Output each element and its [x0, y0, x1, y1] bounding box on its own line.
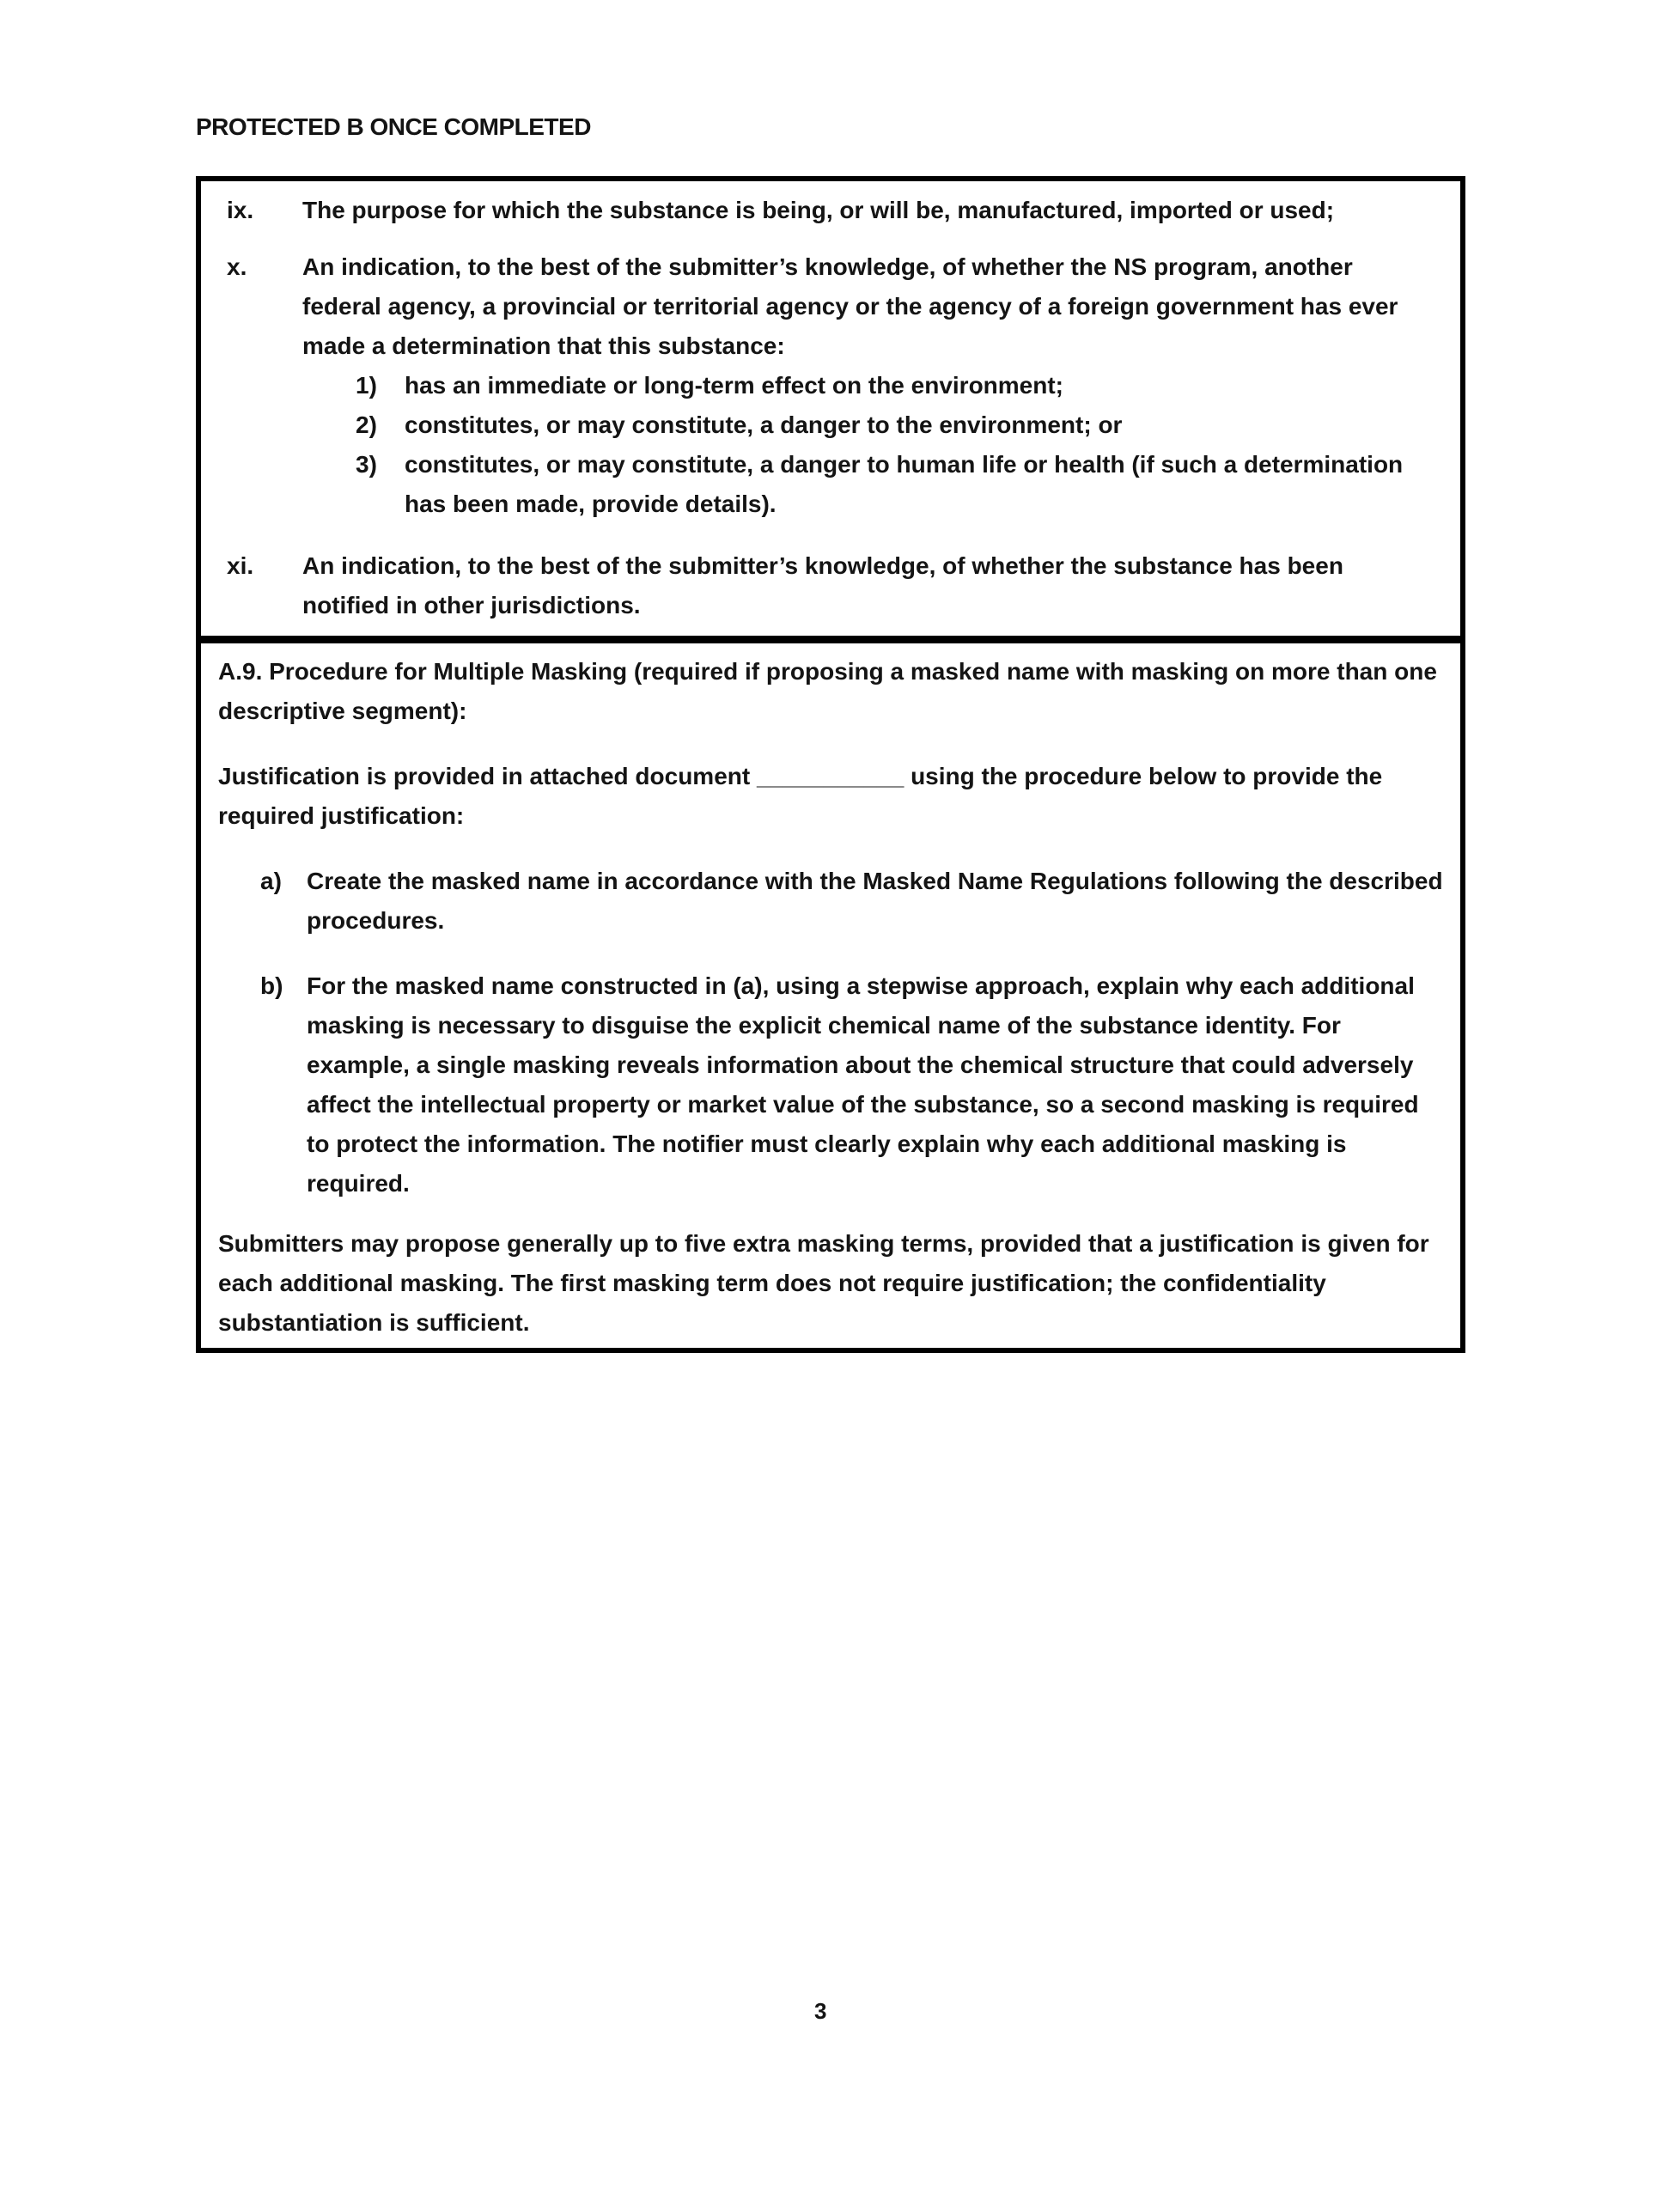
sublist-item-text: constitutes, or may constitute, a danger to human life or health (if such a determination has been made, provide details).: [405, 451, 1404, 517]
list-item-text: An indication, to the best of the submitter’s knowledge, of whether the NS program, another federal agency, a provincial or territorial agency or the agency of a foreign government has ever made a determination that this substance:: [302, 253, 1398, 359]
sublist-item-3: [356, 445, 1434, 524]
list-item-label: x.: [227, 253, 247, 280]
sublist-item-2: [356, 405, 1434, 445]
justification-text-before: Justification is provided in attached document: [218, 763, 751, 789]
list-item-text: The purpose for which the substance is being, or will be, manufactured, imported or used;: [302, 197, 1335, 223]
sublist-item-1: [356, 366, 1434, 405]
sublist-item-text: constitutes, or may constitute, a danger to the environment; or: [405, 411, 1123, 438]
procedure-step-a: [260, 862, 1443, 941]
section-heading-title: A.9. Procedure for Multiple Masking: [218, 658, 628, 685]
list-item-ix: [227, 191, 1434, 230]
procedure-step-b: [260, 966, 1443, 1203]
list-item-label: ix.: [227, 197, 254, 223]
sublist-item-text: has an immediate or long-term effect on the environment;: [405, 372, 1064, 399]
step-label: a): [260, 868, 282, 894]
determination-sublist: [356, 366, 1434, 524]
list-item-xi: [227, 546, 1434, 625]
section-heading: [218, 652, 1443, 731]
justification-paragraph: [218, 757, 1443, 836]
section-heading-qualifier: (required if proposing a masked name with masking on more than one descriptive segment):: [218, 658, 1437, 724]
multiple-masking-procedure-box: [196, 639, 1465, 1353]
substance-information-box: [196, 176, 1465, 639]
sublist-item-label: 1): [356, 372, 377, 399]
step-label: b): [260, 972, 283, 999]
page-number: 3: [814, 1998, 827, 2024]
sublist-item-label: 3): [356, 451, 377, 478]
sublist-item-label: 2): [356, 411, 377, 438]
list-item-text: An indication, to the best of the submitter’s knowledge, of whether the substance has been notified in other jurisdictions.: [302, 552, 1343, 619]
step-text: For the masked name constructed in (a), using a stepwise approach, explain why each additional masking is necessary to disguise the explicit chemical name of the substance identity. For example, a single masking reveals information about the chemical structure that could adversely affect the intellectual property or market value of the substance, so a second masking is required to protect the information. The notifier must clearly explain why each additional masking is required.: [307, 972, 1419, 1197]
justification-text-after: using the procedure below to provide the required justification:: [218, 763, 1383, 829]
attached-document-blank-field: ___________: [756, 763, 904, 789]
closing-paragraph: Submitters may propose generally up to five extra masking terms, provided that a justification is given for each additional masking. The first masking term does not require justification; the confidentiality substantiation is sufficient.: [218, 1230, 1429, 1336]
list-item-x: [227, 247, 1434, 366]
step-text: Create the masked name in accordance with the Masked Name Regulations following the described procedures.: [307, 868, 1443, 934]
list-item-label: xi.: [227, 552, 254, 579]
classification-banner: PROTECTED B ONCE COMPLETED: [196, 113, 591, 140]
